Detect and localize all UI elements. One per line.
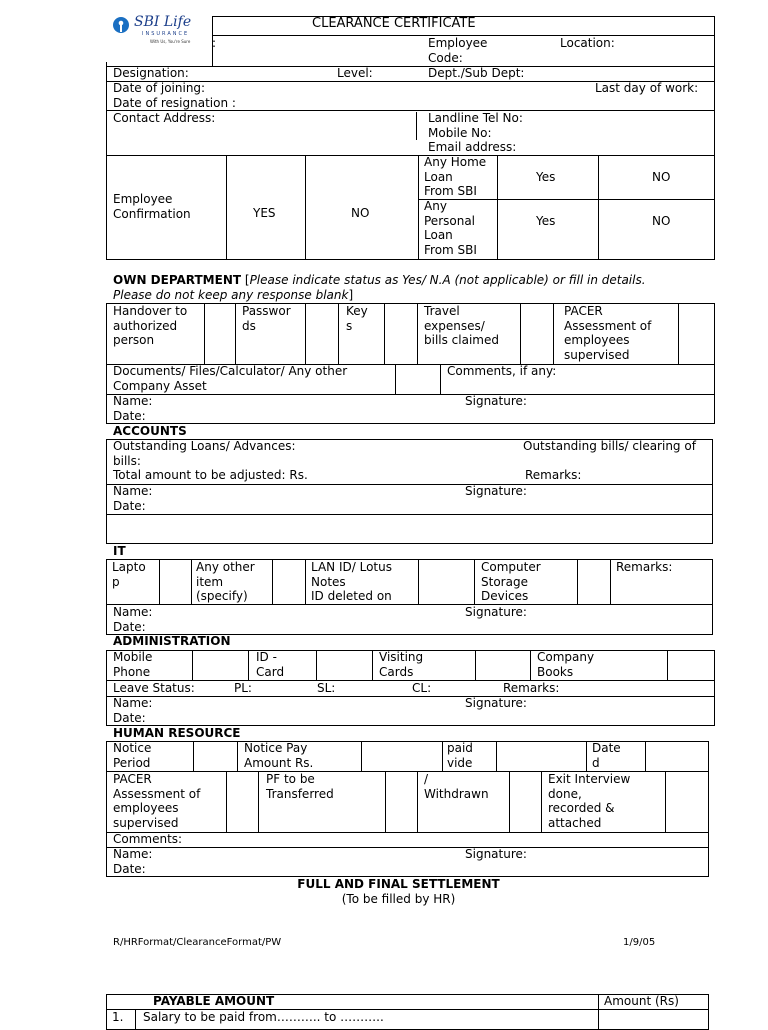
passwords-checkbox[interactable] — [305, 303, 339, 365]
own-dept-signature-row — [106, 394, 715, 424]
dated-checkbox[interactable] — [645, 741, 709, 772]
travel-checkbox[interactable] — [520, 303, 554, 365]
conf-divider-1 — [226, 155, 227, 260]
contact-address-label: Contact Address: — [113, 111, 216, 125]
any-other-checkbox[interactable] — [272, 559, 306, 605]
accounts-signature-row — [106, 484, 713, 515]
own-dept-bracket-close: ] — [348, 287, 354, 302]
designation-row — [106, 66, 715, 82]
conf-divider-3 — [418, 155, 419, 260]
footer-reference: R/HRFormat/ClearanceFormat/PW — [113, 937, 282, 948]
payable-amount-divider — [598, 994, 599, 1030]
mobile-checkbox[interactable] — [192, 650, 249, 681]
confirmation-yes: YES — [253, 206, 276, 220]
documents-checkbox[interactable] — [395, 364, 441, 395]
it-signature: Signature: — [465, 605, 527, 619]
admin-heading: ADMINISTRATION — [113, 634, 231, 648]
company-books-checkbox[interactable] — [667, 650, 715, 681]
own-dept-heading-line — [113, 273, 713, 302]
accounts-remarks-label: Remarks: — [525, 468, 582, 482]
logo-sub: INSURANCE — [142, 31, 190, 37]
home-loan-yes: Yes — [536, 170, 556, 184]
travel-label: Travel expenses/ bills claimed — [424, 304, 499, 347]
total-amount-label: Total amount to be adjusted: Rs. — [113, 468, 308, 482]
leave-row — [106, 680, 715, 697]
hr-pacer-checkbox[interactable] — [226, 771, 259, 833]
own-dept-signature: Signature: — [465, 394, 527, 408]
date-resignation-label: Date of resignation : — [113, 96, 236, 110]
designation-label: Designation: — [113, 66, 189, 80]
conf-divider-5 — [598, 155, 599, 260]
outstanding-bills-label: Outstanding bills/ clearing of — [523, 439, 696, 453]
pacer-checkbox[interactable] — [678, 303, 715, 365]
page-title: CLEARANCE CERTIFICATE — [312, 16, 476, 31]
hr-signature: Signature: — [465, 847, 527, 861]
it-remarks-label: Remarks: — [616, 560, 673, 574]
conf-divider-2 — [305, 155, 306, 260]
own-dept-bracket-open: [ — [241, 273, 250, 287]
personal-loan-yes: Yes — [536, 214, 556, 228]
paid-vide-checkbox[interactable] — [496, 741, 587, 772]
conf-divider-4 — [497, 155, 498, 260]
exit-interview-checkbox[interactable] — [665, 771, 709, 833]
computer-label: Computer Storage Devices — [481, 560, 541, 603]
notice-pay-label: Notice Pay Amount Rs. — [244, 741, 314, 770]
keys-label: Key s — [346, 304, 368, 333]
logo-brand: SBI Life — [134, 14, 192, 30]
payable-heading: PAYABLE AMOUNT — [153, 994, 275, 1008]
contact-details-label: Landline Tel No: Mobile No: Email address: — [428, 111, 523, 154]
handover-label: Handover to authorized person — [113, 304, 188, 347]
personal-loan-label: Any Personal Loan From SBI — [424, 199, 477, 257]
handover-checkbox[interactable] — [204, 303, 236, 365]
laptop-label: Lapto p — [112, 560, 146, 589]
employee-code-label: Employee Code: — [428, 36, 488, 65]
bills-label: bills: — [113, 454, 141, 468]
payable-row-salary: Salary to be paid from……….. to ……….. — [143, 1010, 384, 1024]
admin-signature-row — [106, 696, 715, 726]
laptop-checkbox[interactable] — [159, 559, 192, 605]
withdrawn-checkbox[interactable] — [509, 771, 542, 833]
settlement-subheading: (To be filled by HR) — [341, 892, 456, 906]
id-card-label: ID - Card — [256, 650, 285, 679]
pl-label: PL: — [234, 681, 252, 695]
dept-label: Dept./Sub Dept: — [428, 66, 525, 80]
cl-label: CL: — [412, 681, 432, 695]
keys-checkbox[interactable] — [384, 303, 418, 365]
hr-signature-row — [106, 847, 709, 877]
payable-row-number: 1. — [112, 1010, 124, 1024]
visiting-checkbox[interactable] — [475, 650, 531, 681]
id-card-checkbox[interactable] — [316, 650, 373, 681]
accounts-signature: Signature: — [465, 484, 527, 498]
personal-loan-no: NO — [652, 214, 671, 228]
logo-tagline: With Us, You're Sure — [150, 39, 191, 44]
hr-comments-label: Comments: — [113, 832, 183, 846]
lan-checkbox[interactable] — [418, 559, 475, 605]
company-books-label: Company Books — [537, 650, 595, 679]
level-label: Level: — [337, 66, 373, 80]
notice-pay-checkbox[interactable] — [361, 741, 443, 772]
header-colon: : — [212, 36, 217, 50]
footer-date: 1/9/05 — [623, 937, 656, 948]
own-dept-heading: OWN DEPARTMENT — [113, 273, 242, 287]
pacer-label: PACER Assessment of employees supervised — [564, 304, 652, 362]
any-other-label: Any other item (specify) — [196, 560, 255, 603]
paid-vide-label: paid vide — [447, 741, 473, 770]
contact-divider — [416, 112, 417, 140]
lan-label: LAN ID/ Lotus Notes ID deleted on — [311, 560, 392, 603]
passwords-label: Passwor ds — [242, 304, 291, 333]
payable-amount-heading: Amount (Rs) — [604, 994, 679, 1008]
date-joining-label: Date of joining: — [113, 81, 206, 95]
accounts-blank-row — [106, 514, 713, 544]
home-loan-label: Any Home Loan From SBI — [424, 155, 487, 198]
home-loan-no: NO — [652, 170, 671, 184]
outstanding-loans-label: Outstanding Loans/ Advances: — [113, 439, 296, 453]
hr-heading: HUMAN RESOURCE — [113, 726, 241, 740]
confirmation-row — [106, 155, 715, 260]
location-label: Location: — [560, 36, 615, 50]
mobile-label: Mobile Phone — [113, 650, 153, 679]
it-heading: IT — [113, 544, 126, 558]
accounts-heading: ACCOUNTS — [113, 424, 187, 438]
withdrawn-label: / Withdrawn — [424, 772, 489, 801]
dated-label: Date d — [592, 741, 621, 770]
hr-pacer-label: PACER Assessment of employees supervised — [113, 772, 201, 830]
sbi-life-logo — [112, 14, 222, 50]
admin-signature: Signature: — [465, 696, 527, 710]
admin-name-date: Name: Date: — [113, 696, 153, 725]
it-signature-row — [106, 604, 713, 635]
pf-label: PF to be Transferred — [266, 772, 334, 801]
admin-remarks-label: Remarks: — [503, 681, 560, 695]
hr-name-date: Name: Date: — [113, 847, 153, 876]
last-day-label: Last day of work: — [595, 81, 699, 95]
computer-checkbox[interactable] — [577, 559, 611, 605]
confirmation-no: NO — [351, 206, 370, 220]
employee-confirmation-label: Employee Confirmation — [113, 192, 191, 221]
own-dept-instruction: Please indicate status as Yes/ N.A (not applicable) or fill in details. Please do not keep any response blank — [113, 273, 646, 302]
accounts-name-date: Name: Date: — [113, 484, 153, 513]
payable-number-divider — [135, 1009, 136, 1029]
hr-comments-row — [106, 832, 709, 848]
own-dept-comments-label: Comments, if any: — [447, 364, 557, 378]
notice-period-label: Notice Period — [113, 741, 152, 770]
leave-status-label: Leave Status: — [113, 681, 195, 695]
settlement-heading: FULL AND FINAL SETTLEMENT — [297, 877, 500, 891]
documents-label: Documents/ Files/Calculator/ Any other Company Asset — [113, 364, 348, 393]
exit-interview-label: Exit Interview done, recorded & attached — [548, 772, 631, 830]
sl-label: SL: — [317, 681, 336, 695]
visiting-label: Visiting Cards — [379, 650, 424, 679]
it-name-date: Name: Date: — [113, 605, 153, 634]
notice-period-checkbox[interactable] — [193, 741, 238, 772]
pf-checkbox[interactable] — [385, 771, 418, 833]
own-dept-name-date: Name: Date: — [113, 394, 153, 423]
